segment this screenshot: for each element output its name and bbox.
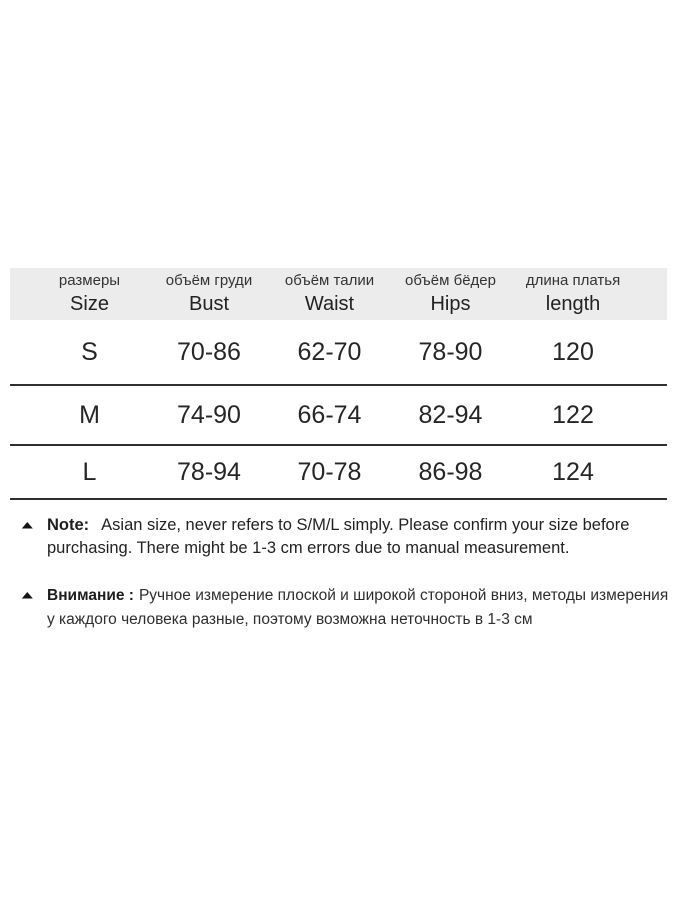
cell-l-hips: 86-98	[418, 457, 483, 486]
table-row-size-l	[10, 446, 667, 500]
header-length-ru: длина платья	[525, 271, 621, 289]
note-russian-text-block	[47, 584, 673, 632]
cell-s-bust: 70-86	[177, 337, 241, 366]
note-english-text: Asian size, never refers to S/M/L simply. Please confirm your size before purchasing. There might be 1-3 cm errors due to manual measurement.	[47, 516, 630, 557]
header-length-en: length	[545, 292, 601, 315]
header-hips-en: Hips	[430, 292, 471, 315]
note-english-label: Note:	[47, 516, 90, 534]
header-bust	[149, 268, 269, 320]
cell-l-length: 124	[552, 457, 594, 486]
cell-m-waist: 66-74	[297, 400, 362, 429]
note-russian	[18, 584, 673, 632]
cell-l-size: L	[82, 457, 97, 486]
triangle-icon: ▲	[18, 518, 37, 531]
cell-m-hips: 82-94	[418, 400, 483, 429]
header-bust-ru: объём груди	[165, 271, 253, 289]
size-table-header-row	[10, 268, 667, 320]
header-waist-ru: объём талии	[284, 271, 375, 289]
cell-l-waist: 70-78	[297, 457, 362, 486]
cell-s-size: S	[81, 337, 98, 366]
cell-l-bust: 78-94	[177, 457, 241, 486]
header-bust-en: Bust	[188, 292, 230, 315]
header-length	[511, 268, 667, 320]
note-english-text-block	[47, 514, 673, 560]
cell-m-length: 122	[552, 400, 594, 429]
header-waist-en: Waist	[304, 292, 355, 315]
note-russian-text: Ручное измерение плоской и широкой стороной вниз, методы измерения у каждого человека разные, поэтому возможна неточность в 1-3 см	[47, 587, 669, 628]
cell-m-size: M	[79, 400, 100, 429]
note-russian-label: Внимание :	[47, 587, 134, 604]
header-hips-ru: объём бёдер	[404, 271, 496, 289]
header-waist	[269, 268, 390, 320]
header-hips	[390, 268, 511, 320]
header-size-ru: размеры	[58, 271, 121, 289]
header-size-en: Size	[70, 292, 109, 315]
note-english	[18, 514, 673, 560]
table-row-size-s	[10, 320, 667, 386]
cell-s-hips: 78-90	[418, 337, 483, 366]
triangle-icon: ▲	[18, 588, 37, 601]
cell-s-length: 120	[552, 337, 594, 366]
cell-m-bust: 74-90	[177, 400, 241, 429]
size-table	[10, 268, 667, 500]
header-size	[10, 268, 149, 320]
table-row-size-m	[10, 386, 667, 446]
cell-s-waist: 62-70	[297, 337, 362, 366]
